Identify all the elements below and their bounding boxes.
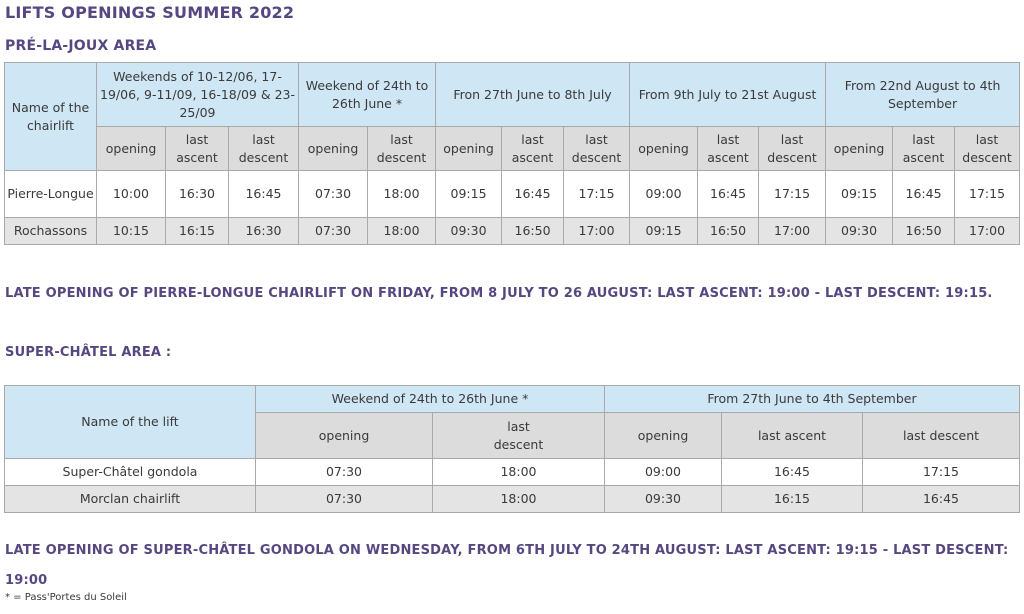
- period-header: From 9th July to 21st August: [630, 63, 826, 127]
- subheader-last-descent: last descent: [955, 127, 1020, 171]
- time-cell: 16:30: [166, 171, 229, 218]
- time-cell: 16:45: [502, 171, 564, 218]
- late-opening-pierre-longue: LATE OPENING OF PIERRE-LONGUE CHAIRLIFT ON FRIDAY, FROM 8 JULY TO 26 AUGUST: LAST ASCENT: 19:00 - LAST DESCENT: 19:15.: [5, 286, 993, 301]
- subheader-opening: opening: [605, 413, 722, 459]
- time-cell: 16:50: [893, 218, 955, 245]
- subheader-last-descent: last descent: [368, 127, 436, 171]
- time-cell: 17:00: [759, 218, 826, 245]
- table-row: [5, 486, 1020, 513]
- subheader-last-ascent: last ascent: [893, 127, 955, 171]
- time-cell: 09:15: [630, 218, 698, 245]
- time-cell: 16:45: [698, 171, 759, 218]
- subheader-opening: opening: [97, 127, 166, 171]
- super-chatel-heading: SUPER-CHÂTEL AREA :: [5, 345, 172, 360]
- time-cell: 10:00: [97, 171, 166, 218]
- time-cell: 17:15: [955, 171, 1020, 218]
- time-cell: 09:15: [436, 171, 502, 218]
- subheader-last-descent: last descent: [229, 127, 299, 171]
- time-cell: 16:45: [722, 459, 863, 486]
- time-cell: 09:30: [826, 218, 893, 245]
- time-cell: 16:15: [166, 218, 229, 245]
- time-cell: 09:30: [605, 486, 722, 513]
- time-cell: 10:15: [97, 218, 166, 245]
- time-cell: 18:00: [368, 218, 436, 245]
- time-cell: 16:45: [893, 171, 955, 218]
- time-cell: 17:15: [759, 171, 826, 218]
- table-row: [5, 171, 1020, 218]
- subheader-opening: opening: [630, 127, 698, 171]
- period-header: Weekend of 24th to 26th June *: [256, 386, 605, 413]
- time-cell: 09:15: [826, 171, 893, 218]
- footnote: * = Pass'Portes du Soleil: [5, 592, 127, 603]
- column-header-name: Name of the lift: [5, 386, 256, 459]
- period-header: Weekends of 10-12/06, 17-19/06, 9-11/09, 16-18/09 & 23-25/09: [97, 63, 299, 127]
- super-chatel-table: [4, 385, 1020, 513]
- time-cell: 07:30: [256, 459, 433, 486]
- column-header-name: Name of the chairlift: [5, 63, 97, 171]
- subheader-last-descent: last descent: [759, 127, 826, 171]
- time-cell: 07:30: [299, 171, 368, 218]
- time-cell: 07:30: [299, 218, 368, 245]
- period-header: From 22nd August to 4th September: [826, 63, 1020, 127]
- time-cell: 09:30: [436, 218, 502, 245]
- table-row: [5, 218, 1020, 245]
- pre-la-joux-heading: PRÉ-LA-JOUX AREA: [5, 38, 157, 54]
- subheader-last-ascent: last ascent: [166, 127, 229, 171]
- time-cell: 16:50: [698, 218, 759, 245]
- table-row: [5, 459, 1020, 486]
- subheader-opening: opening: [299, 127, 368, 171]
- lift-name: Rochassons: [5, 218, 97, 245]
- late-opening-super-chatel: LATE OPENING OF SUPER-CHÂTEL GONDOLA ON WEDNESDAY, FROM 6TH JULY TO 24TH AUGUST: LAST ASCENT: 19:15 - LAST DESCENT: 19:00: [5, 543, 1009, 588]
- period-header: From 27th June to 4th September: [605, 386, 1020, 413]
- subheader-last-ascent: last ascent: [502, 127, 564, 171]
- lift-name: Pierre-Longue: [5, 171, 97, 218]
- time-cell: 17:15: [863, 459, 1020, 486]
- time-cell: 16:15: [722, 486, 863, 513]
- subheader-last-ascent: last ascent: [722, 413, 863, 459]
- time-cell: 17:15: [564, 171, 630, 218]
- time-cell: 16:45: [863, 486, 1020, 513]
- time-cell: 18:00: [433, 459, 605, 486]
- subheader-opening: opening: [826, 127, 893, 171]
- time-cell: 17:00: [955, 218, 1020, 245]
- time-cell: 09:00: [630, 171, 698, 218]
- time-cell: 09:00: [605, 459, 722, 486]
- subheader-opening: opening: [436, 127, 502, 171]
- lift-name: Super-Châtel gondola: [5, 459, 256, 486]
- page-title: LIFTS OPENINGS SUMMER 2022: [5, 3, 295, 22]
- lift-name: Morclan chairlift: [5, 486, 256, 513]
- subheader-opening: opening: [256, 413, 433, 459]
- time-cell: 16:30: [229, 218, 299, 245]
- subheader-last-descent: last descent: [433, 413, 605, 459]
- time-cell: 18:00: [368, 171, 436, 218]
- subheader-last-descent: last descent: [863, 413, 1020, 459]
- period-header: Weekend of 24th to 26th June *: [299, 63, 436, 127]
- time-cell: 17:00: [564, 218, 630, 245]
- time-cell: 18:00: [433, 486, 605, 513]
- subheader-last-descent: last descent: [564, 127, 630, 171]
- time-cell: 16:50: [502, 218, 564, 245]
- time-cell: 07:30: [256, 486, 433, 513]
- subheader-last-ascent: last ascent: [698, 127, 759, 171]
- period-header: Fron 27th June to 8th July: [436, 63, 630, 127]
- time-cell: 16:45: [229, 171, 299, 218]
- pre-la-joux-table: [4, 62, 1020, 245]
